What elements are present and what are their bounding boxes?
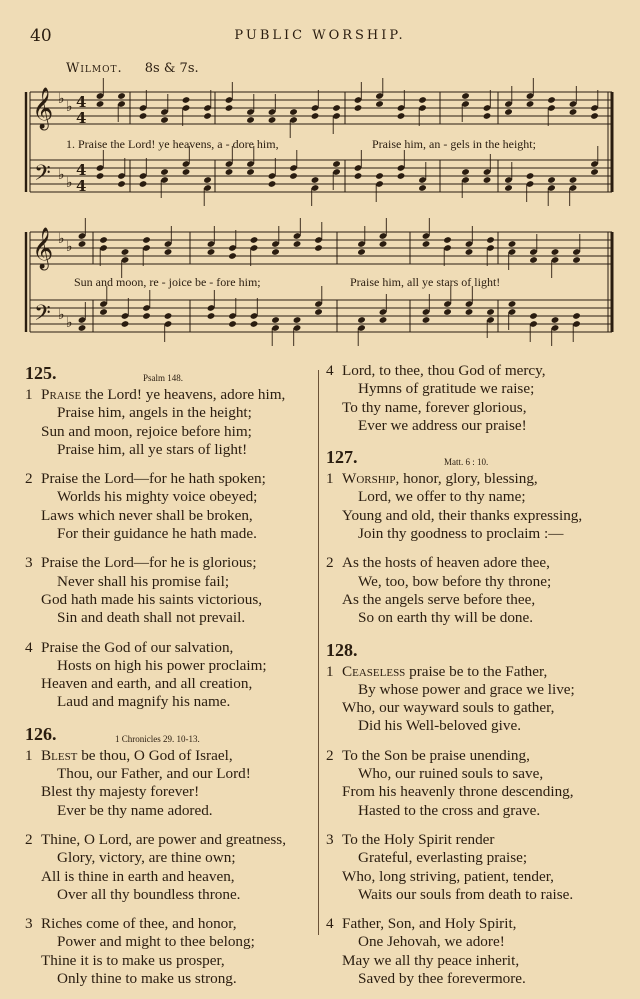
page-number: 40	[30, 26, 52, 46]
note-head	[590, 168, 599, 176]
note-head	[164, 312, 173, 320]
note-head	[117, 180, 126, 188]
stanza	[25, 915, 325, 988]
stanza-number: 2	[25, 830, 33, 848]
tune-name: Wilmot.	[66, 61, 123, 76]
flat-sign: ♭	[66, 315, 73, 331]
bass-clef: 𝄢	[34, 301, 51, 331]
line-text: Waits our souls from death to raise.	[358, 885, 574, 903]
stanza-line	[326, 783, 626, 801]
note-head	[486, 236, 495, 244]
note-head	[142, 312, 151, 320]
stanza-line	[326, 380, 626, 398]
first-word: Worship	[342, 470, 396, 488]
note-head	[311, 112, 320, 120]
note-head	[96, 172, 105, 180]
left-column	[25, 362, 325, 999]
lyric-line: Praise him, an - gels in the height;	[372, 137, 536, 151]
stanza-line	[25, 952, 325, 970]
note-head	[314, 244, 323, 252]
stanza-line	[25, 470, 325, 488]
note-head	[354, 104, 363, 112]
stanza	[25, 554, 325, 627]
note-head	[250, 236, 259, 244]
note-head	[96, 100, 105, 108]
stanza-line	[25, 849, 325, 867]
note-head	[572, 312, 581, 320]
line-text: Young and old, their thanks expressing,	[342, 506, 583, 524]
note-head	[572, 256, 581, 264]
stanza-number: 4	[326, 915, 334, 933]
line-text: All is thine in earth and heaven,	[41, 867, 235, 885]
flat-sign: ♭	[58, 231, 65, 247]
stanza-line	[326, 417, 626, 435]
stanza-line	[326, 970, 626, 988]
note-head	[465, 248, 474, 256]
stanza-line	[25, 441, 325, 459]
note-head	[160, 116, 169, 124]
flat-sign: ♭	[66, 239, 73, 255]
line-text: Worlds his mighty voice obeyed;	[57, 488, 258, 506]
note-head	[332, 104, 341, 112]
line-text: Sun and moon, rejoice before him;	[41, 422, 252, 440]
stanza-number: 1	[25, 386, 33, 403]
stanza-number: 1	[326, 470, 334, 488]
flat-sign: ♭	[58, 91, 65, 107]
note-head	[271, 316, 280, 324]
line-text: Saved by thee forevermore.	[358, 970, 526, 988]
stanza-line	[326, 681, 626, 699]
scripture-reference: 1 Chronicles 29. 10-13.	[115, 733, 200, 744]
line-text: Praise him, all ye stars of light!	[57, 440, 248, 458]
note-head	[78, 324, 87, 332]
flat-sign: ♭	[58, 167, 65, 183]
note-head	[142, 236, 151, 244]
note-head	[357, 316, 366, 324]
stanza-number: 3	[326, 830, 334, 848]
hymn-heading	[326, 446, 626, 470]
note-head	[99, 308, 108, 316]
note-head	[203, 176, 212, 184]
line-text: Father, Son, and Holy Spirit,	[342, 915, 517, 933]
line-text: May we all thy peace inherit,	[342, 951, 520, 969]
hymn	[25, 362, 325, 712]
treble-clef: 𝄞	[32, 228, 54, 269]
note-head	[397, 112, 406, 120]
line-text: From his heavenly throne descending,	[342, 783, 574, 801]
note-head	[443, 308, 452, 316]
stanza-line	[25, 525, 325, 543]
stanza-line	[25, 831, 325, 849]
note-head	[551, 316, 560, 324]
stanza	[326, 470, 626, 543]
hymn	[326, 446, 626, 627]
stanza-line	[326, 554, 626, 572]
stanza	[25, 831, 325, 904]
lyric-line: 1. Praise the Lord! ye heavens, a - dore him,	[66, 137, 279, 151]
stanza-line	[326, 399, 626, 417]
stanza-line	[326, 802, 626, 820]
note-head	[354, 172, 363, 180]
stanza-line	[25, 554, 325, 572]
note-head	[461, 92, 470, 100]
hymn-heading	[25, 723, 325, 747]
first-word: Blest	[41, 746, 78, 764]
note-head	[465, 308, 474, 316]
stanza-line	[25, 868, 325, 886]
line-text: Join thy goodness to proclaim :—	[358, 525, 564, 543]
note-head	[271, 248, 280, 256]
note-head	[418, 96, 427, 104]
line-text: Lord, to thee, thou God of mercy,	[342, 362, 546, 379]
note-head	[443, 236, 452, 244]
line-text: To the Son be praise unending,	[342, 746, 530, 764]
stanza-line	[25, 488, 325, 506]
note-head	[526, 100, 535, 108]
note-head	[207, 248, 216, 256]
stanza-line	[326, 507, 626, 525]
line-text: As the hosts of heaven adore thee,	[342, 554, 550, 572]
stanza	[25, 470, 325, 543]
note-head	[508, 240, 517, 248]
line-text: Who, our wayward souls to gather,	[342, 699, 555, 717]
first-word: Praise	[41, 386, 82, 403]
line-text: Thine, O Lord, are power and greatness,	[41, 830, 287, 848]
stanza-line	[25, 886, 325, 904]
note-head	[529, 312, 538, 320]
stanza-line	[25, 507, 325, 525]
line-text: Glory, victory, are thine own;	[57, 849, 236, 867]
stanza-line	[25, 693, 325, 711]
stanza-line	[326, 868, 626, 886]
line-text: Grateful, everlasting praise;	[358, 849, 528, 867]
right-column	[326, 362, 626, 999]
music-score	[0, 0, 640, 360]
stanza	[326, 663, 626, 736]
line-text: Blest thy majesty forever!	[41, 783, 200, 801]
note-head	[289, 172, 298, 180]
stanza-line	[25, 970, 325, 988]
stanza-line	[25, 765, 325, 783]
stanza-line	[25, 404, 325, 422]
lyric-line: Sun and moon, re - joice be - fore him;	[74, 275, 261, 289]
line-text: Never shall his promise fail;	[57, 572, 230, 590]
hymn	[326, 639, 626, 989]
line-text: Thine it is to make us prosper,	[41, 951, 225, 969]
stanza-line	[326, 470, 626, 488]
line-text: God hath made his saints victorious,	[41, 590, 263, 608]
line-text: We, too, bow before thy throne;	[358, 572, 552, 590]
stanza-line	[326, 362, 626, 380]
line-text: Praise the God of our salvation,	[41, 638, 234, 656]
stanza	[326, 554, 626, 627]
stanza-line	[25, 591, 325, 609]
note-head	[139, 180, 148, 188]
hymn-number: 128.	[326, 639, 358, 660]
stanza-line	[25, 675, 325, 693]
line-text: Laws which never shall be broken,	[41, 506, 253, 524]
line-text: the Lord! ye heavens, adore him,	[81, 386, 286, 403]
time-signature: 4	[76, 109, 87, 127]
flat-sign: ♭	[66, 175, 73, 191]
running-head: PUBLIC WORSHIP.	[234, 28, 406, 43]
stanza-number: 2	[326, 746, 334, 764]
note-head	[121, 320, 130, 328]
scripture-reference: Matt. 6 : 10.	[444, 457, 489, 468]
hymn-number: 126.	[25, 723, 57, 744]
stanza-line	[326, 488, 626, 506]
stanza-line	[326, 609, 626, 627]
stanza-line	[326, 849, 626, 867]
stanza-number: 1	[326, 662, 334, 680]
note-head	[139, 112, 148, 120]
stanza-line	[25, 802, 325, 820]
line-text: Hasted to the cross and grave.	[358, 801, 541, 819]
stanza-number: 3	[25, 554, 33, 572]
note-head	[590, 112, 599, 120]
stanza-number: 4	[25, 638, 33, 656]
note-head	[379, 240, 388, 248]
stanza-number: 1	[25, 746, 33, 764]
stanza-line	[326, 831, 626, 849]
line-text: For their guidance he hath made.	[57, 525, 257, 543]
note-head	[422, 316, 431, 324]
note-head	[293, 316, 302, 324]
stanza-line	[25, 783, 325, 801]
note-head	[529, 256, 538, 264]
line-text: Who, our ruined souls to save,	[358, 765, 544, 783]
stanza-line	[326, 573, 626, 591]
note-head	[375, 100, 384, 108]
line-text: Praise the Lord—for he hath spoken;	[41, 470, 266, 488]
note-head	[397, 172, 406, 180]
note-head	[182, 96, 191, 104]
note-head	[547, 176, 556, 184]
line-text: Hosts on high his power proclaim;	[57, 656, 267, 674]
note-head	[250, 320, 259, 328]
note-head	[379, 316, 388, 324]
hymn-number: 127.	[326, 447, 358, 468]
stanza-line	[326, 952, 626, 970]
scripture-reference: Psalm 148.	[143, 373, 184, 383]
stanza	[326, 831, 626, 904]
note-head	[569, 108, 578, 116]
line-text: Lord, we offer to thy name;	[358, 488, 526, 506]
line-text: To the Holy Spirit render	[342, 830, 495, 848]
line-text: be thou, O God of Israel,	[77, 746, 233, 764]
line-text: Laud and magnify his name.	[57, 693, 231, 711]
stanza-number: 2	[326, 554, 334, 572]
line-text: Heaven and earth, and all creation,	[41, 675, 253, 693]
note-head	[357, 248, 366, 256]
stanza	[326, 362, 626, 435]
note-head	[246, 168, 255, 176]
note-head	[228, 252, 237, 260]
note-head	[121, 248, 130, 256]
line-text: Thou, our Father, and our Lord!	[57, 765, 251, 783]
stanza	[326, 747, 626, 820]
stanza-line	[326, 933, 626, 951]
line-text: Praise him, angels in the height;	[57, 404, 252, 422]
note-head	[268, 180, 277, 188]
stanza-line	[326, 765, 626, 783]
stanza-line	[25, 423, 325, 441]
stanza	[25, 747, 325, 820]
note-head	[78, 240, 87, 248]
note-head	[117, 92, 126, 100]
hymn	[25, 723, 325, 989]
line-text: Riches come of thee, and honor,	[41, 915, 237, 933]
note-head	[99, 236, 108, 244]
note-head	[203, 112, 212, 120]
stanza-line	[25, 573, 325, 591]
note-head	[569, 176, 578, 184]
note-head	[164, 248, 173, 256]
line-text: , honor, glory, blessing,	[395, 470, 538, 488]
note-head	[225, 104, 234, 112]
note-head	[486, 308, 495, 316]
tune-meter: 8s & 7s.	[144, 61, 199, 76]
note-head	[547, 96, 556, 104]
treble-clef: 𝄞	[32, 88, 54, 129]
note-head	[483, 176, 492, 184]
stanza-line	[326, 663, 626, 681]
note-head	[207, 312, 216, 320]
line-text: Hymns of gratitude we raise;	[358, 380, 535, 398]
note-head	[504, 184, 513, 192]
hymn-heading	[326, 639, 626, 663]
line-text: To thy name, forever glorious,	[342, 398, 527, 416]
stanza-line	[25, 609, 325, 627]
note-head	[289, 108, 298, 116]
note-head	[418, 184, 427, 192]
stanza	[326, 915, 626, 988]
bass-clef: 𝄢	[34, 161, 51, 191]
note-head	[508, 300, 517, 308]
line-text: By whose power and grace we live;	[358, 680, 575, 698]
time-signature: 4	[76, 177, 87, 195]
hymn-number: 125.	[25, 363, 57, 383]
note-head	[461, 168, 470, 176]
hymn-heading	[25, 362, 325, 386]
note-head	[228, 320, 237, 328]
time-signature: 4	[76, 161, 87, 179]
stanza-line	[326, 591, 626, 609]
time-signature: 4	[76, 93, 87, 111]
stanza-line	[25, 657, 325, 675]
stanza-line	[25, 933, 325, 951]
hymn	[326, 362, 626, 435]
lyric-line: Praise him, all ye stars of light!	[350, 275, 501, 289]
stanza-line	[25, 915, 325, 933]
note-head	[314, 308, 323, 316]
stanza	[25, 386, 325, 459]
note-head	[182, 168, 191, 176]
line-text: Over all thy boundless throne.	[57, 885, 241, 903]
note-head	[375, 172, 384, 180]
note-head	[246, 116, 255, 124]
flat-sign: ♭	[66, 99, 73, 115]
note-head	[504, 108, 513, 116]
stanza-line	[326, 525, 626, 543]
stanza-line	[326, 747, 626, 765]
stanza-line	[25, 386, 325, 404]
line-text: As the angels serve before thee,	[342, 590, 536, 608]
line-text: So on earth thy will be done.	[358, 609, 534, 627]
note-head	[293, 240, 302, 248]
note-head	[311, 176, 320, 184]
line-text: Ever we address our praise!	[358, 416, 527, 434]
stanza-line	[25, 639, 325, 657]
note-head	[225, 168, 234, 176]
line-text: Did his Well-beloved give.	[358, 717, 521, 735]
line-text: Power and might to thee belong;	[57, 933, 255, 951]
line-text: Praise the Lord—for he is glorious;	[41, 554, 257, 572]
stanza-line	[326, 915, 626, 933]
flat-sign: ♭	[58, 307, 65, 323]
line-text: Who, long striving, patient, tender,	[342, 867, 554, 885]
note-head	[268, 116, 277, 124]
stanza-line	[326, 699, 626, 717]
line-text: praise be to the Father,	[405, 662, 548, 680]
stanza-number: 2	[25, 470, 33, 488]
stanza-line	[326, 717, 626, 735]
note-head	[160, 168, 169, 176]
stanza-line	[326, 886, 626, 904]
stanza	[25, 639, 325, 712]
first-word: Ceaseless	[342, 662, 406, 680]
note-head	[483, 112, 492, 120]
note-head	[551, 248, 560, 256]
line-text: One Jehovah, we adore!	[358, 933, 505, 951]
line-text: Ever be thy name adored.	[57, 801, 213, 819]
stanza-line	[25, 747, 325, 765]
note-head	[526, 172, 535, 180]
line-text: Sin and death shall not prevail.	[57, 609, 246, 627]
line-text: Only thine to make us strong.	[57, 970, 237, 988]
stanza-number: 4	[326, 362, 334, 379]
stanza-number: 3	[25, 915, 33, 933]
note-head	[422, 240, 431, 248]
note-head	[332, 160, 341, 168]
